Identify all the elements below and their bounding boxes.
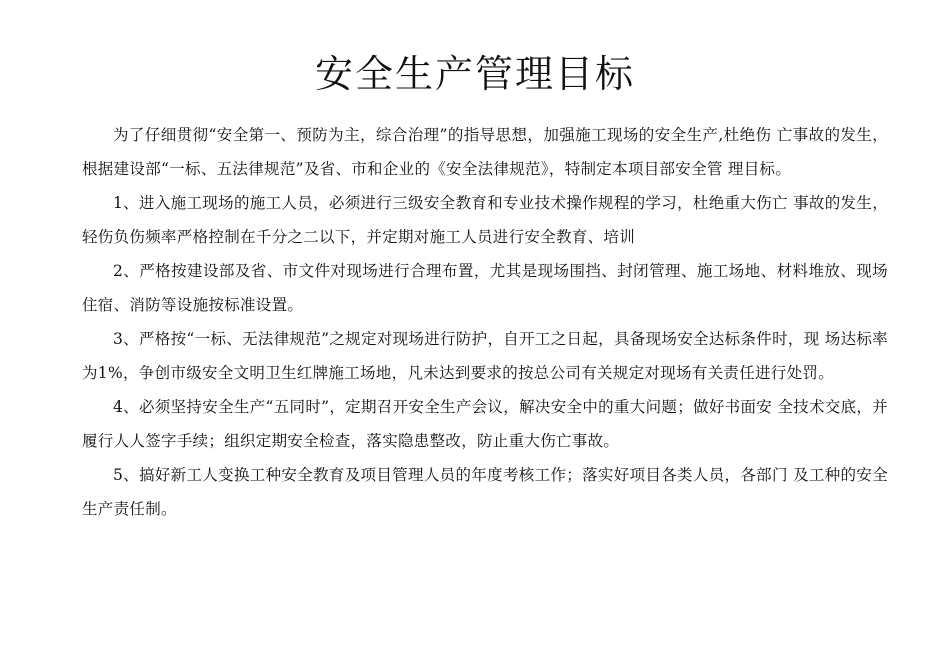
item-paragraph-3: 3、严格按“一标、无法律规范”之规定对现场进行防护，自开工之日起，具备现场安全达标条件时，现 场达标率为1%，争创市级安全文明卫生红牌施工场地，凡未达到要求的按总公司有关规定对现场有关责任进行处罚。: [82, 330, 888, 382]
page-title: 安全生产管理目标: [314, 52, 635, 96]
item-paragraph-4: 4、必须坚持安全生产“五同时”，定期召开安全生产会议，解决安全中的重大问题；做好书面安 全技术交底，并履行人人签字手续；组织定期安全检查，落实隐患整改，防止重大伤亡事故。: [82, 398, 888, 450]
item-paragraph-1: 1、进入施工现场的施工人员，必须进行三级安全教育和专业技术操作规程的学习，杜绝重大伤亡 事故的发生，轻伤负伤频率严格控制在千分之二以下，并定期对施工人员进行安全教育、培训: [82, 194, 888, 246]
item-paragraph-2: 2、严格按建设部及省、市文件对现场进行合理布置，尤其是现场围挡、封闭管理、施工场地、材料堆放、现场住宿、消防等设施按标准设置。: [82, 262, 888, 314]
document-body: [82, 118, 888, 526]
item-paragraph-5: 5、搞好新工人变换工种安全教育及项目管理人员的年度考核工作；落实好项目各类人员，各部门 及工种的安全生产责任制。: [82, 466, 888, 518]
intro-paragraph: 为了仔细贯彻“安全第一、预防为主，综合治理”的指导思想，加强施工现场的安全生产,杜绝伤 亡事故的发生，根据建设部“一标、五法律规范”及省、市和企业的《安全法律规范》，特制定本项目部安全管 理目标。: [82, 126, 888, 178]
